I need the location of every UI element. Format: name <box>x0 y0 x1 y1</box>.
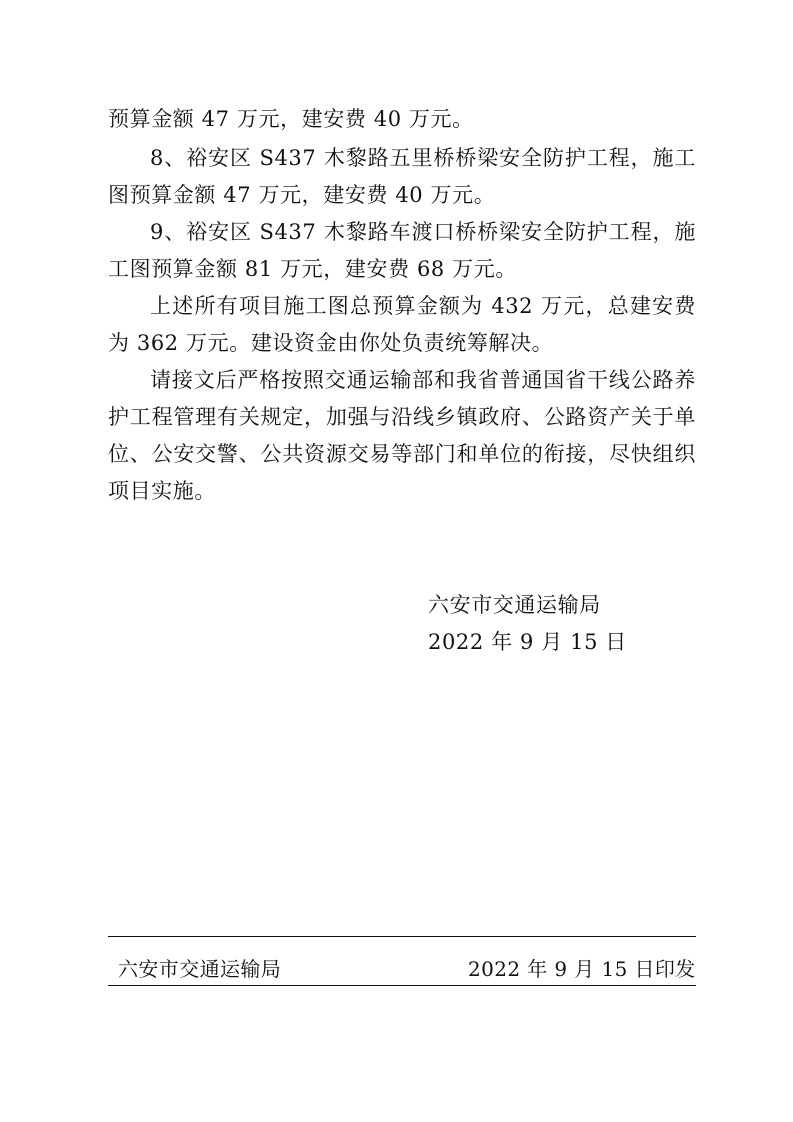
footer-bottom-rule <box>108 985 696 986</box>
signature-date: 2022 年 9 月 15 日 <box>428 630 627 654</box>
paragraph-item-8: 8、裕安区 S437 木黎路五里桥桥梁安全防护工程，施工图预算金额 47 万元，建安费 40 万元。 <box>108 146 696 207</box>
paragraph-summary: 上述所有项目施工图总预算金额为 432 万元，总建安费为 362 万元。建设资金由你处负责统筹解决。 <box>108 294 696 355</box>
paragraph-continuation: 预算金额 47 万元，建安费 40 万元。 <box>108 107 474 131</box>
footer-top-rule <box>108 936 696 937</box>
paragraph-instruction: 请接文后严格按照交通运输部和我省普通国省干线公路养护工程管理有关规定，加强与沿线乡镇政府、公路资产关于单位、公安交警、公共资源交易等部门和单位的衔接，尽快组织项目实施。 <box>108 368 696 503</box>
footer-issued-date: 2022 年 9 月 15 日印发 <box>468 957 696 981</box>
footer-org: 六安市交通运输局 <box>118 957 282 981</box>
paragraph-item-9: 9、裕安区 S437 木黎路车渡口桥桥梁安全防护工程，施工图预算金额 81 万元，建安费 68 万元。 <box>108 220 696 281</box>
signature-org: 六安市交通运输局 <box>428 593 601 617</box>
